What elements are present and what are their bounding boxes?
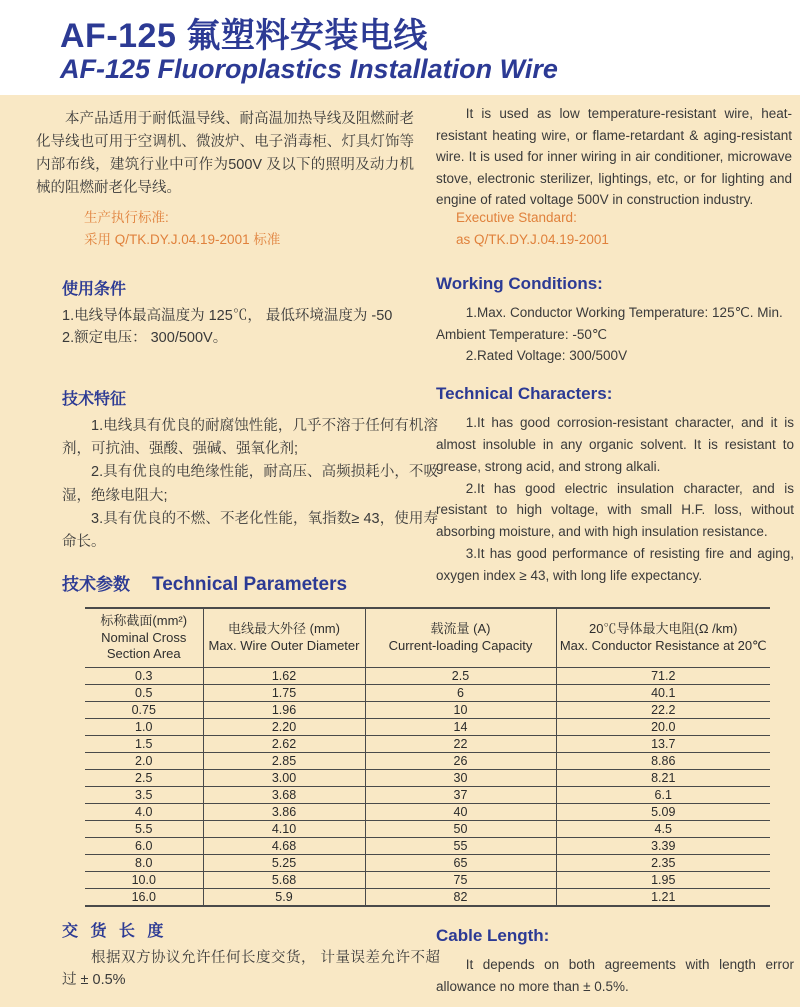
technical-parameters-table-container <box>85 607 770 907</box>
table-cell: 14 <box>365 719 556 736</box>
section-cable-length-chinese <box>62 918 440 992</box>
executive-standard-label: Executive Standard: <box>456 210 577 225</box>
tech-item-en: 1.It has good corrosion-resistant character, and it is almost insoluble in any organic solvent. It is resistant to grease, strong acid, and strong alkali. <box>436 415 794 474</box>
table-cell: 5.68 <box>203 872 365 889</box>
tech-item-en: 3.It has good performance of resisting fire and aging, oxygen index ≥ 43, with long life expectancy. <box>436 546 794 584</box>
table-cell: 13.7 <box>556 736 770 753</box>
cable-length-heading-chinese: 交 货 长 度 <box>62 923 168 940</box>
table-cell: 5.9 <box>203 889 365 907</box>
table-cell: 0.5 <box>85 685 203 702</box>
parameters-table-body <box>85 668 770 907</box>
tech-item-en: 2.It has good electric insulation character, and is resistant to high voltage, with small H.F. loss, without absorbing moisture, and with high insulation resistance. <box>436 480 794 540</box>
table-cell: 8.21 <box>556 770 770 787</box>
table-header-row <box>85 608 770 668</box>
table-cell: 2.62 <box>203 736 365 753</box>
column-header-current-loading-capacity: 载流量 (A) Current-loading Capacity <box>365 608 556 668</box>
table-cell: 0.3 <box>85 668 203 685</box>
params-heading-chinese: 技术参数 <box>62 575 130 594</box>
table-cell: 75 <box>365 872 556 889</box>
cable-length-body-english: It depends on both agreements with length error allowance no more than ± 0.5%. <box>436 957 794 994</box>
intro-paragraph-english: It is used as low temperature-resistant wire, heat-resistant heating wire, or flame-retardant & aging-resistant wire. It is used for inner wiring in air conditioner, microwave stove, electronic sterilizer, lightings, etc, or for lighting and engine of rated voltage 500V in construction industry. <box>436 106 792 208</box>
working-conditions-item: 2.Rated Voltage: 300/500V <box>465 348 628 364</box>
working-conditions-heading: Working Conditions: <box>436 274 603 293</box>
usage-item: 2.额定电压： 300/500V。 <box>62 330 228 347</box>
table-cell: 3.39 <box>556 838 770 855</box>
table-cell: 5.09 <box>556 804 770 821</box>
tech-item: 3.具有优良的不燃、不老化性能，氧指数≥ 43，使用寿命长。 <box>62 510 438 550</box>
tech-item: 2.具有优良的电绝缘性能，耐高压、高频损耗小，不吸湿，绝缘电阻大; <box>62 464 438 504</box>
table-row <box>85 685 770 702</box>
page-title-chinese: AF-125 氟塑料安装电线 <box>60 17 428 55</box>
tech-heading-english: Technical Characters: <box>436 384 613 403</box>
table-cell: 37 <box>365 787 556 804</box>
table-cell: 22.2 <box>556 702 770 719</box>
section-usage-conditions-chinese <box>62 276 436 350</box>
table-cell: 1.62 <box>203 668 365 685</box>
table-cell: 2.20 <box>203 719 365 736</box>
section-cable-length-english <box>436 926 794 997</box>
intro-paragraph-chinese: 本产品适用于耐低温导线、耐高温加热导线及阻燃耐老化导线也可用于空调机、微波炉、电子消毒柜、灯具灯饰等内部布线，建筑行业中可作为500V 及以下的照明及动力机械的阻燃耐老化导线。 <box>36 111 414 196</box>
production-standard-label: 生产执行标准: <box>84 210 169 225</box>
table-cell: 82 <box>365 889 556 907</box>
table-row <box>85 770 770 787</box>
table-cell: 3.5 <box>85 787 203 804</box>
table-cell: 2.35 <box>556 855 770 872</box>
params-heading-english: Technical Parameters <box>152 574 348 595</box>
table-row <box>85 855 770 872</box>
table-cell: 4.0 <box>85 804 203 821</box>
table-row <box>85 668 770 685</box>
section-working-conditions-english <box>436 274 794 367</box>
cable-length-heading-english: Cable Length: <box>436 926 550 945</box>
table-cell: 4.10 <box>203 821 365 838</box>
table-row <box>85 702 770 719</box>
table-cell: 1.0 <box>85 719 203 736</box>
table-row <box>85 821 770 838</box>
column-header-max-wire-outer-diameter: 电线最大外径 (mm) Max. Wire Outer Diameter <box>203 608 365 668</box>
table-cell: 8.0 <box>85 855 203 872</box>
table-cell: 40 <box>365 804 556 821</box>
table-cell: 1.21 <box>556 889 770 907</box>
table-cell: 6.1 <box>556 787 770 804</box>
table-cell: 5.25 <box>203 855 365 872</box>
table-row <box>85 787 770 804</box>
table-cell: 6 <box>365 685 556 702</box>
usage-item: 1.电线导体最高温度为 125℃， 最低环境温度为 -50 <box>62 308 393 324</box>
table-cell: 22 <box>365 736 556 753</box>
table-cell: 2.85 <box>203 753 365 770</box>
table-cell: 3.86 <box>203 804 365 821</box>
table-cell: 65 <box>365 855 556 872</box>
table-cell: 2.5 <box>365 668 556 685</box>
table-cell: 40.1 <box>556 685 770 702</box>
tech-heading-chinese: 技术特征 <box>62 391 127 408</box>
section-technical-characters-chinese <box>62 386 438 554</box>
table-row <box>85 804 770 821</box>
table-row <box>85 736 770 753</box>
page-title-english: AF-125 Fluoroplastics Installation Wire <box>60 54 558 84</box>
table-row <box>85 889 770 907</box>
table-cell: 5.5 <box>85 821 203 838</box>
table-cell: 1.5 <box>85 736 203 753</box>
table-cell: 10 <box>365 702 556 719</box>
table-cell: 6.0 <box>85 838 203 855</box>
table-row <box>85 872 770 889</box>
table-cell: 10.0 <box>85 872 203 889</box>
table-cell: 1.96 <box>203 702 365 719</box>
column-header-nominal-cross-section: 标称截面(mm²) Nominal Cross Section Area <box>85 608 203 668</box>
table-row <box>85 838 770 855</box>
production-standard-chinese <box>84 207 280 252</box>
column-header-max-conductor-resistance: 20℃导体最大电阻(Ω /km) Max. Conductor Resistance at 20℃ <box>556 608 770 668</box>
table-cell: 16.0 <box>85 889 203 907</box>
table-cell: 71.2 <box>556 668 770 685</box>
table-cell: 4.5 <box>556 821 770 838</box>
table-row <box>85 753 770 770</box>
table-cell: 20.0 <box>556 719 770 736</box>
usage-heading-chinese: 使用条件 <box>62 281 127 298</box>
technical-parameters-heading <box>62 570 347 596</box>
table-row <box>85 719 770 736</box>
table-cell: 4.68 <box>203 838 365 855</box>
table-cell: 26 <box>365 753 556 770</box>
table-cell: 2.0 <box>85 753 203 770</box>
executive-standard-english <box>456 207 609 252</box>
table-cell: 0.75 <box>85 702 203 719</box>
section-technical-characters-english <box>436 384 794 587</box>
table-cell: 2.5 <box>85 770 203 787</box>
executive-standard-value: as Q/TK.DY.J.04.19-2001 <box>456 232 609 248</box>
table-cell: 1.95 <box>556 872 770 889</box>
production-standard-value: 采用 Q/TK.DY.J.04.19-2001 标准 <box>84 232 281 248</box>
table-cell: 3.68 <box>203 787 365 804</box>
tech-item: 1.电线具有优良的耐腐蚀性能，几乎不溶于任何有机溶剂，可抗油、强酸、强碱、强氧化剂; <box>62 418 438 458</box>
table-cell: 50 <box>365 821 556 838</box>
table-cell: 30 <box>365 770 556 787</box>
table-cell: 1.75 <box>203 685 365 702</box>
cable-length-body-chinese: 根据双方协议允许任何长度交货， 计量误差允许不超过 ± 0.5% <box>62 950 440 989</box>
table-cell: 3.00 <box>203 770 365 787</box>
table-cell: 8.86 <box>556 753 770 770</box>
working-conditions-item: 1.Max. Conductor Working Temperature: 125℃. Min. Ambient Temperature: -50℃ <box>436 305 783 342</box>
table-cell: 55 <box>365 838 556 855</box>
technical-parameters-table <box>85 607 770 907</box>
